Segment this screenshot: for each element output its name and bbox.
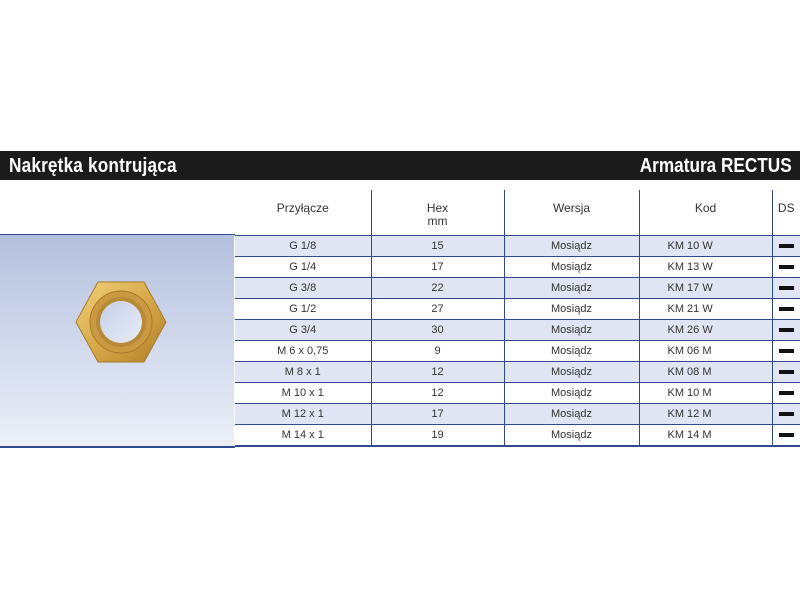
cell-wersja: Mosiądz: [504, 404, 639, 425]
table-header-row: [235, 190, 800, 236]
cell-kod: KM 21 W: [639, 299, 772, 320]
cell-ds: [772, 341, 800, 362]
column-header-wersja: Wersja: [504, 190, 639, 236]
cell-hex: 30: [371, 320, 504, 341]
cell-hex: 17: [371, 257, 504, 278]
table-row: [235, 362, 800, 383]
divider-bottom: [0, 446, 235, 448]
cell-kod: KM 12 M: [639, 404, 772, 425]
ds-marker: [779, 244, 794, 248]
cell-przylacze: M 14 x 1: [235, 425, 371, 447]
cell-wersja: Mosiądz: [504, 341, 639, 362]
cell-przylacze: M 12 x 1: [235, 404, 371, 425]
cell-hex: 15: [371, 236, 504, 257]
title-bar: [0, 151, 800, 180]
column-header-hex: Hex mm: [371, 190, 504, 236]
cell-kod: KM 06 M: [639, 341, 772, 362]
cell-kod: KM 10 W: [639, 236, 772, 257]
cell-przylacze: M 6 x 0,75: [235, 341, 371, 362]
cell-kod: KM 10 M: [639, 383, 772, 404]
cell-wersja: Mosiądz: [504, 383, 639, 404]
cell-ds: [772, 236, 800, 257]
cell-ds: [772, 425, 800, 447]
cell-wersja: Mosiądz: [504, 236, 639, 257]
cell-wersja: Mosiądz: [504, 299, 639, 320]
cell-hex: 27: [371, 299, 504, 320]
cell-ds: [772, 404, 800, 425]
cell-przylacze: G 1/4: [235, 257, 371, 278]
cell-hex: 9: [371, 341, 504, 362]
cell-wersja: Mosiądz: [504, 278, 639, 299]
table-row: [235, 404, 800, 425]
cell-przylacze: M 10 x 1: [235, 383, 371, 404]
table-row: [235, 278, 800, 299]
cell-wersja: Mosiądz: [504, 362, 639, 383]
ds-marker: [779, 433, 794, 437]
cell-wersja: Mosiądz: [504, 320, 639, 341]
table-row: [235, 257, 800, 278]
ds-marker: [779, 265, 794, 269]
ds-marker: [779, 328, 794, 332]
cell-kod: KM 17 W: [639, 278, 772, 299]
cell-wersja: Mosiądz: [504, 425, 639, 447]
cell-ds: [772, 257, 800, 278]
ds-marker: [779, 307, 794, 311]
brass-hex-nut-icon: [75, 281, 167, 363]
cell-kod: KM 26 W: [639, 320, 772, 341]
cell-ds: [772, 362, 800, 383]
column-header-przylacze: Przyłącze: [276, 201, 329, 215]
table-row: [235, 236, 800, 257]
table-row: [235, 425, 800, 447]
cell-wersja: Mosiądz: [504, 257, 639, 278]
cell-kod: KM 13 W: [639, 257, 772, 278]
ds-marker: [779, 286, 794, 290]
cell-przylacze: G 3/8: [235, 278, 371, 299]
cell-hex: 22: [371, 278, 504, 299]
table-row: [235, 299, 800, 320]
product-table: [235, 190, 800, 447]
cell-przylacze: G 3/4: [235, 320, 371, 341]
ds-marker: [779, 349, 794, 353]
cell-ds: [772, 278, 800, 299]
table-row: [235, 320, 800, 341]
cell-kod: KM 08 M: [639, 362, 772, 383]
column-header-kod: Kod: [639, 190, 772, 236]
cell-hex: 12: [371, 362, 504, 383]
cell-przylacze: G 1/8: [235, 236, 371, 257]
product-title: Nakrętka kontrująca: [9, 155, 177, 177]
cell-ds: [772, 383, 800, 404]
table-row: [235, 341, 800, 362]
table-row: [235, 383, 800, 404]
cell-przylacze: G 1/2: [235, 299, 371, 320]
cell-kod: KM 14 M: [639, 425, 772, 447]
cell-przylacze: M 8 x 1: [235, 362, 371, 383]
cell-hex: 12: [371, 383, 504, 404]
ds-marker: [779, 412, 794, 416]
column-header-ds: DS: [772, 190, 800, 236]
ds-marker: [779, 391, 794, 395]
brand-title: Armatura RECTUS: [640, 155, 792, 177]
cell-hex: 19: [371, 425, 504, 447]
ds-marker: [779, 370, 794, 374]
cell-ds: [772, 320, 800, 341]
cell-ds: [772, 299, 800, 320]
cell-hex: 17: [371, 404, 504, 425]
